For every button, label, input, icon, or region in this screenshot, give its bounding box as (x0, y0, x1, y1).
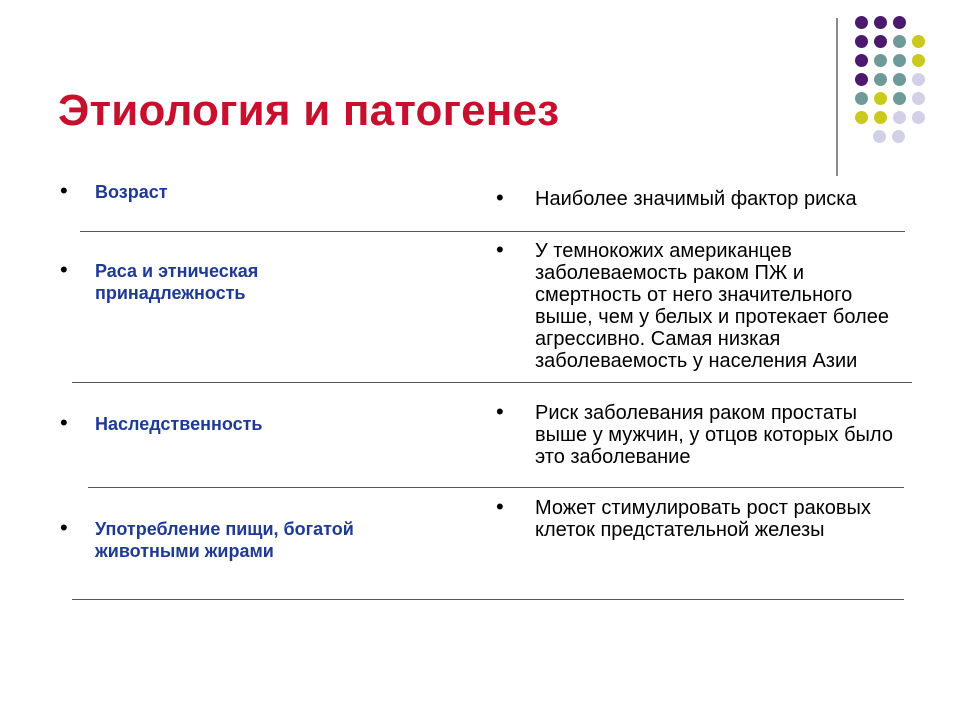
decorative-dot (893, 35, 906, 48)
bullet-marker: • (496, 494, 504, 519)
factor-item-race (60, 257, 420, 304)
factor-item-diet (60, 515, 440, 562)
decorative-dot (874, 35, 887, 48)
decorative-dot (855, 111, 868, 124)
factor-item-age (60, 178, 420, 203)
decorative-dot (874, 111, 887, 124)
decorative-dot (855, 16, 868, 29)
factor-label: Возраст (95, 182, 168, 202)
factor-label: Употребление пищи, богатой животными жирами (95, 519, 354, 561)
description-item-age (496, 185, 916, 210)
description-item-race (496, 237, 916, 372)
row-divider (80, 231, 905, 232)
factor-label: Наследственность (95, 414, 263, 434)
bullet-marker: • (60, 410, 68, 435)
decorative-dot (874, 54, 887, 67)
decorative-dot (893, 16, 906, 29)
decorative-dot (855, 54, 868, 67)
description-text: Может стимулировать рост раковых клеток предстательной железы (535, 497, 871, 541)
bullet-marker: • (496, 399, 504, 424)
row-divider (72, 599, 904, 600)
decorative-dot (874, 92, 887, 105)
decorative-dot (873, 130, 886, 143)
factor-item-heredity (60, 410, 420, 435)
decorative-dot (855, 92, 868, 105)
decorative-dot (912, 73, 925, 86)
decorative-dot (912, 92, 925, 105)
decorative-dot (855, 35, 868, 48)
bullet-marker: • (60, 178, 68, 203)
factor-label: Раса и этническая принадлежность (95, 261, 259, 303)
decorative-dot (874, 16, 887, 29)
bullet-marker: • (60, 257, 68, 282)
description-text: Риск заболевания раком простаты выше у мужчин, у отцов которых было это заболевание (535, 402, 893, 468)
decorative-dot (893, 73, 906, 86)
decorative-vertical-line (836, 18, 838, 176)
bullet-marker: • (496, 237, 504, 262)
description-item-diet (496, 494, 916, 541)
decorative-dot (912, 54, 925, 67)
row-divider (72, 382, 912, 383)
decorative-dot (874, 73, 887, 86)
slide-title: Этиология и патогенез (58, 86, 560, 135)
decorative-dot (893, 111, 906, 124)
decorative-dot (893, 92, 906, 105)
row-divider (88, 487, 904, 488)
description-text: Наиболее значимый фактор риска (535, 188, 857, 210)
decorative-dot (892, 130, 905, 143)
decorative-dot (912, 35, 925, 48)
decorative-dot (893, 54, 906, 67)
decorative-dot (912, 111, 925, 124)
bullet-marker: • (60, 515, 68, 540)
description-text: У темнокожих американцев заболеваемость раком ПЖ и смертность от него значительного выше, чем у белых и протекает более агрессивно. Самая низкая заболеваемость у населения Азии (535, 240, 889, 372)
description-item-heredity (496, 399, 916, 468)
decorative-dot (855, 73, 868, 86)
bullet-marker: • (496, 185, 504, 210)
